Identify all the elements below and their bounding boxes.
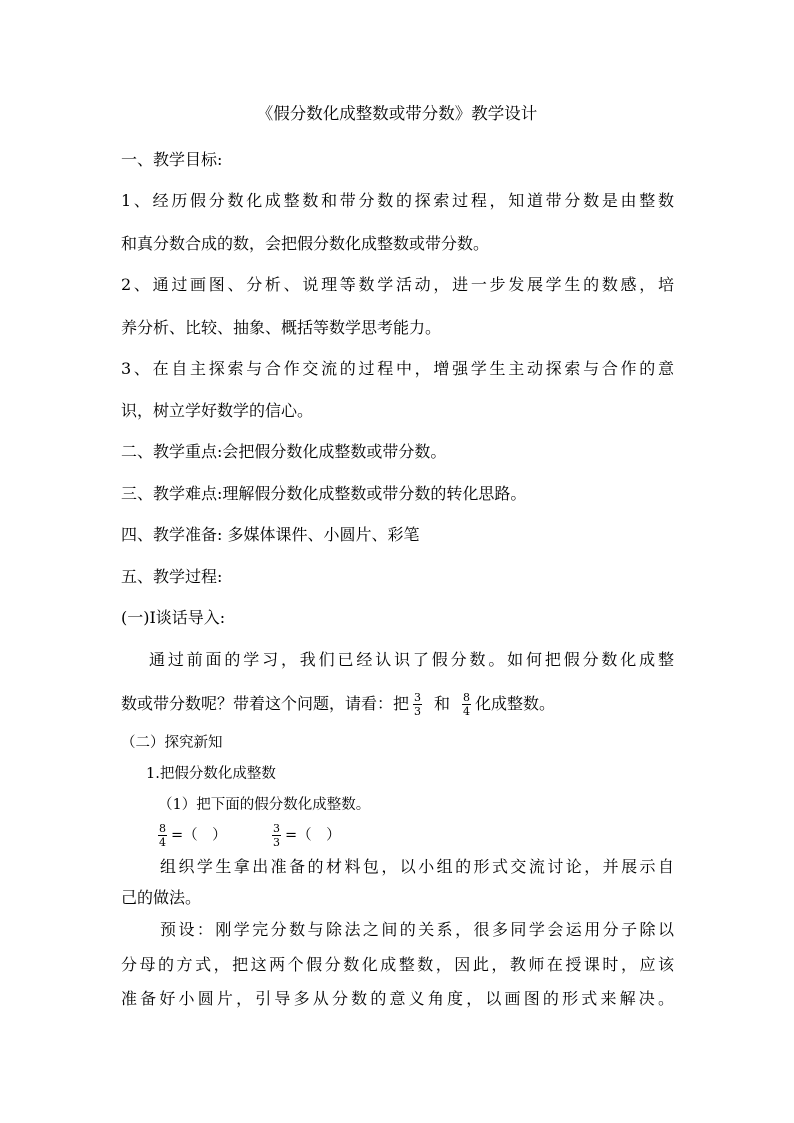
preset-line-3: 准备好小圆片，引导多从分数的意义角度，以画图的形式来解决。 [121,989,674,1008]
equation-three-thirds [272,823,341,848]
goal-2-line-2: 养分析、比较、抽象、概括等数学思考能力。 [121,318,442,337]
section-heading-goals: 一、教学目标: [121,150,223,169]
intro-text-a: 数或带分数呢？带着这个问题，请看：把 [121,694,410,713]
section-process-heading: 五、教学过程: [121,567,223,586]
eq-1-rhs: =（ ） [171,827,227,844]
equation-eight-fourths [158,823,227,848]
fraction-three-thirds: $\frac{3}{3}$ [414,691,422,718]
organize-line-2: 己的做法。 [121,888,202,907]
section-difficulties: 三、教学难点:理解假分数化成整数或带分数的转化思路。 [121,484,527,503]
goal-3-line-2: 识，树立学好数学的信心。 [121,401,314,420]
intro-text-c: 化成整数。 [475,694,556,713]
section-preparation: 四、教学准备: 多媒体课件、小圆片、彩笔 [121,525,420,544]
organize-line-1: 组织学生拿出准备的材料包，以小组的形式交流讨论，并展示自 [160,857,674,876]
intro-line-1: 通过前面的学习，我们已经认识了假分数。如何把假分数化成整 [149,650,674,669]
preset-line-1: 预设：刚学完分数与除法之间的关系，很多同学会运用分子除以 [160,920,674,939]
eq-fraction-8-4: $\frac{8}{4}$ [159,822,166,849]
eq-fraction-3-3: $\frac{3}{3}$ [273,822,280,849]
goal-1-line-1: 1、经历假分数化成整数和带分数的探索过程，知道带分数是由整数 [121,191,674,210]
preset-line-2: 分母的方式，把这两个假分数化成整数，因此，教师在授课时，应该 [121,955,674,974]
goal-2-line-1: 2、通过画图、分析、说理等数学活动，进一步发展学生的数感，培 [121,275,674,294]
part-2-heading: （二）探究新知 [121,735,223,751]
eq-2-rhs: =（ ） [285,827,341,844]
goal-3-line-1: 3、在自主探索与合作交流的过程中，增强学生主动探索与合作的意 [121,359,674,378]
goal-1-line-2: 和真分数合成的数，会把假分数化成整数或带分数。 [121,234,490,253]
subsection-1-heading: 1.把假分数化成整数 [146,766,276,782]
document-title: 《假分数化成整数或带分数》教学设计 [256,104,538,123]
part-1-heading: (一)I谈话导入: [121,608,226,627]
intro-text-b: 和 [434,694,451,713]
fraction-eight-fourths: $\frac{8}{4}$ [463,691,471,718]
subsection-1-item-1: （1）把下面的假分数化成整数。 [158,797,371,813]
intro-line-2 [121,692,555,717]
section-key-points: 二、教学重点:会把假分数化成整数或带分数。 [121,442,447,461]
